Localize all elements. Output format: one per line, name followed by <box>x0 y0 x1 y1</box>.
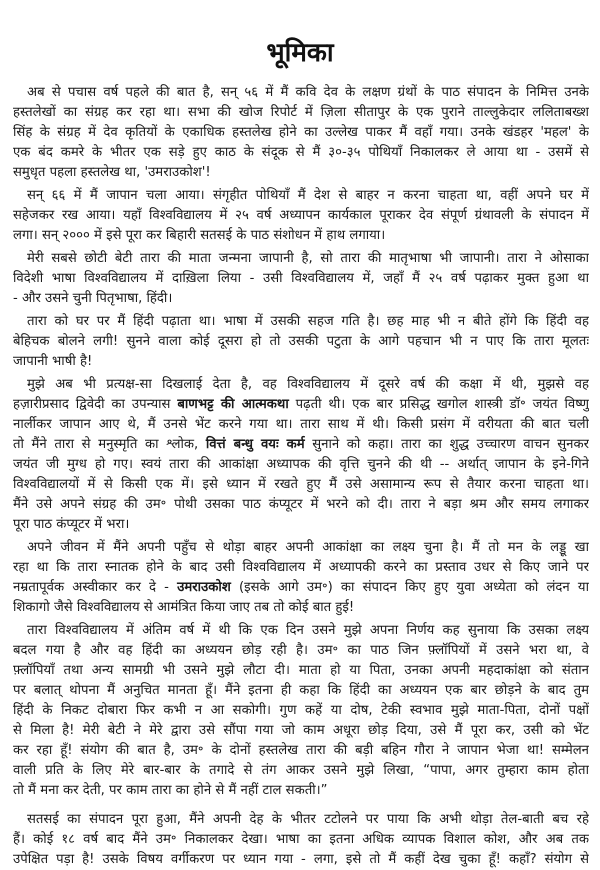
text-line: बदल गया है और वह हिंदी का अध्ययन छोड़ रही है। उम॰ का पाठ जिन फ़्लॉपियों में उसने भरा था, वे <box>13 643 589 658</box>
text-line: हैं। कोई १८ वर्ष बाद मैंने उम॰ निकालकर देखा। भाषा का इतना अधिक व्यापक विशाल कोश, और अब तक <box>13 832 589 847</box>
page-title: भूमिका <box>266 38 334 68</box>
paragraph <box>13 621 589 801</box>
emphasized-title: बाणभट्ट की आत्मकथा <box>177 397 289 412</box>
text-line: पर बलात् थोपना मैं अनुचित मानता हूँ। मैंने इतना ही कहा कि हिंदी का अध्ययन एक बार छोड़ने के बाद तुम <box>13 683 589 698</box>
text-line: जापानी भाषी है! <box>13 354 93 369</box>
emphasized-title: वित्तं बन्धु वयः कर्म <box>205 437 305 452</box>
emphasized-title: उमराउकोश <box>177 580 231 595</box>
text-line: अब से पचास वर्ष पहले की बात है, सन् ५६ में मैं कवि देव के लक्षण ग्रंथों के पाठ संपादन के निमित्त उनके <box>27 85 589 100</box>
text-line: सिंह के संग्रह में देव कृतियों के एकाधिक हस्तलेख होने का उल्लेख पाकर मैं वहाँ गया। उनके खंडहर 'महल' के <box>13 125 589 140</box>
text-line: बेहिचक बोलने लगी! सुनने वाला कोई दूसरा हो तो उसकी पटुता के आगे पहचान भी न पाए कि तारा मूलतः <box>13 334 589 349</box>
text-line: सतसई का संपादन पूरा हुआ, मैंने अपनी देह के भीतर टटोलने पर पाया कि अभी थोड़ा तेल-बाती बच रहे <box>27 812 589 827</box>
text-line: पूरा पाठ कंप्यूटर में भरा। <box>13 517 130 532</box>
text-line: अपने जीवन में मैंने अपनी पहुँच से थोड़ा बाहर अपनी आकांक्षा का लक्ष्य चुना है। मैं तो मन के लड्डू खा <box>27 540 589 555</box>
text-line: - और उसने चुनी पितृभाषा, हिंदी। <box>13 291 173 306</box>
paragraph <box>13 312 589 372</box>
text-line: तारा विश्वविद्यालय में अंतिम वर्ष में थी कि एक दिन उसने मुझे अपना निर्णय कह सुनाया कि उसका लक्ष्य <box>27 623 589 638</box>
preface-body <box>13 83 589 870</box>
text-line: विश्वविद्यालयों में से किसी एक में। इसे ध्यान में रखते हुए मैं उसे असामान्य रूप से तैयार करना चाहता था। <box>13 477 589 492</box>
text-line: जयंत जी मुग्ध हो गए। स्वयं तारा की आकांक्षा अध्यापक की वृत्ति चुनने की थी -- अर्थात् जापान के इने-गिने <box>13 457 589 472</box>
paragraph <box>13 375 589 535</box>
text-line: मैंने उसे अपने संग्रह की उम॰ पोथी उसका पाठ कंप्यूटर में भरने को दी। तारा ने बड़ा श्रम और समय लगाकर <box>13 497 589 512</box>
text-line: एक बंद कमरे के भीतर एक सड़े हुए काठ के संदूक से मैं ३०-३५ पोथियाँ निकालकर ले आया था - उसमें से <box>13 145 589 160</box>
text-line: उपेक्षित पड़ा है! उसके विषय वर्गीकरण पर ध्यान गया - लगा, इसे तो मैं कहीं देख चुका हूँ! कहाँ? संयोग से <box>13 852 589 867</box>
text-line: फ़्लॉपियाँ तथा अन्य सामग्री भी उसने मुझे लौटा दी। माता हो या पिता, उनका अपनी महदाकांक्षा को संतान <box>13 663 589 678</box>
text-line: तारा को घर पर मैं हिंदी पढ़ाता था। भाषा में उसकी सहज गति है। छह माह भी न बीते होंगे कि हिंदी वह <box>27 314 589 329</box>
text-line: वाली प्रति के लिए मेरे बार-बार के तगादे से तंग आकर उसने मुझे लिखा, “पापा, अगर तुम्हारा काम होता <box>13 763 589 778</box>
text-line: से मिला है! मेरी बेटी ने मेरे द्वारा उसे सौंपा गया जो काम अधूरा छोड़ दिया, उसे मैं पूरा कर, उसी को भेंट <box>13 723 589 738</box>
text-line: लगा। सन् २००० में इसे पूरा कर बिहारी सतसई के पाठ संशोधन में हाथ लगाया। <box>13 228 386 243</box>
paragraph <box>13 538 589 618</box>
text-line: हिंदी के निकट दोबारा फिर कभी न आ सकोगी। गुण कहें या दोष, टेकी स्वभाव मुझे माता-पिता, दोनों पक्षों <box>13 703 589 718</box>
text-line: मुझे अब भी प्रत्यक्ष-सा दिखलाई देता है, वह विश्वविद्यालय में दूसरे वर्ष की कक्षा में थी, मुझसे वह <box>27 377 589 392</box>
text-line: सहेजकर रख आया। यहाँ विश्वविद्यालय में २५ वर्ष अध्यापन कार्यकाल पूराकर देव संपूर्ण ग्रंथावली के संपादन में <box>13 208 589 223</box>
paragraph <box>13 810 589 870</box>
text-line: रहा था कि तारा स्नातक होने के बाद उसी विश्वविद्यालय में अध्यापकी करने का प्रस्ताव उधर से किए जाने पर <box>13 560 589 575</box>
paragraph <box>13 249 589 309</box>
text-line: नम्रतापूर्वक अस्वीकार कर दे - उमराउकोश (इसके आगे उम॰) का संपादन किए हुए युवा अध्येता को लंदन या <box>13 580 589 595</box>
text-line: कर रहा हूँ! संयोग की बात है, उम॰ के दोनों हस्तलेख तारा की बड़ी बहिन गौरा ने जापान भेजा था! सम्मेलन <box>13 743 589 758</box>
text-line: शिकागो जैसे विश्वविद्यालय से आमंत्रित किया जाए तब तो कोई बात हुई! <box>13 600 355 615</box>
text-line: नार्लीकर जापान आए थे, मैं उनसे भेंट करने गया था। तारा साथ में थी। किसी प्रसंग में वरीयता की बात चली <box>13 417 589 432</box>
paragraph <box>13 186 589 246</box>
text-line: हस्तलेखों का संग्रह कर रहा था। सभा की खोज रिपोर्ट में ज़िला सीतापुर के एक पुराने ताल्लुकेदार ललिताबख्श <box>13 105 589 120</box>
text-line: मेरी सबसे छोटी बेटी तारा की माता जन्मना जापानी है, सो तारा की मातृभाषा भी जापानी। तारा ने ओसाका <box>27 251 589 266</box>
paragraph <box>13 83 589 183</box>
text-line: तो मैं मना कर देती, पर काम तारा का होने से मैं नहीं टाल सकती।” <box>13 783 328 798</box>
text-line: हज़ारीप्रसाद द्विवेदी का उपन्यास बाणभट्ट की आत्मकथा पढ़ती थी। एक बार प्रसिद्ध खगोल शास्त्री डॉ॰ जयंत विष्णु <box>13 397 589 412</box>
text-line: विदेशी भाषा विश्वविद्यालय में दाख़िला लिया - उसी विश्वविद्यालय में, जहाँ मैं २५ वर्ष पढ़ाकर मुक्त हुआ था <box>13 271 589 286</box>
text-line: सन् ६६ में मैं जापान चला आया। संगृहीत पोथियाँ मैं देश से बाहर न करना चाहता था, वहीं अपने घर में <box>27 188 589 203</box>
text-line: समुधृत पहला हस्तलेख था, 'उमराउकोश'! <box>13 165 211 180</box>
text-line: तो मैंने तारा से मनुस्मृति का श्लोक, वित्तं बन्धु वयः कर्म सुनाने को कहा। तारा का शुद्ध उच्चारण वाचन सुनकर <box>13 437 589 452</box>
